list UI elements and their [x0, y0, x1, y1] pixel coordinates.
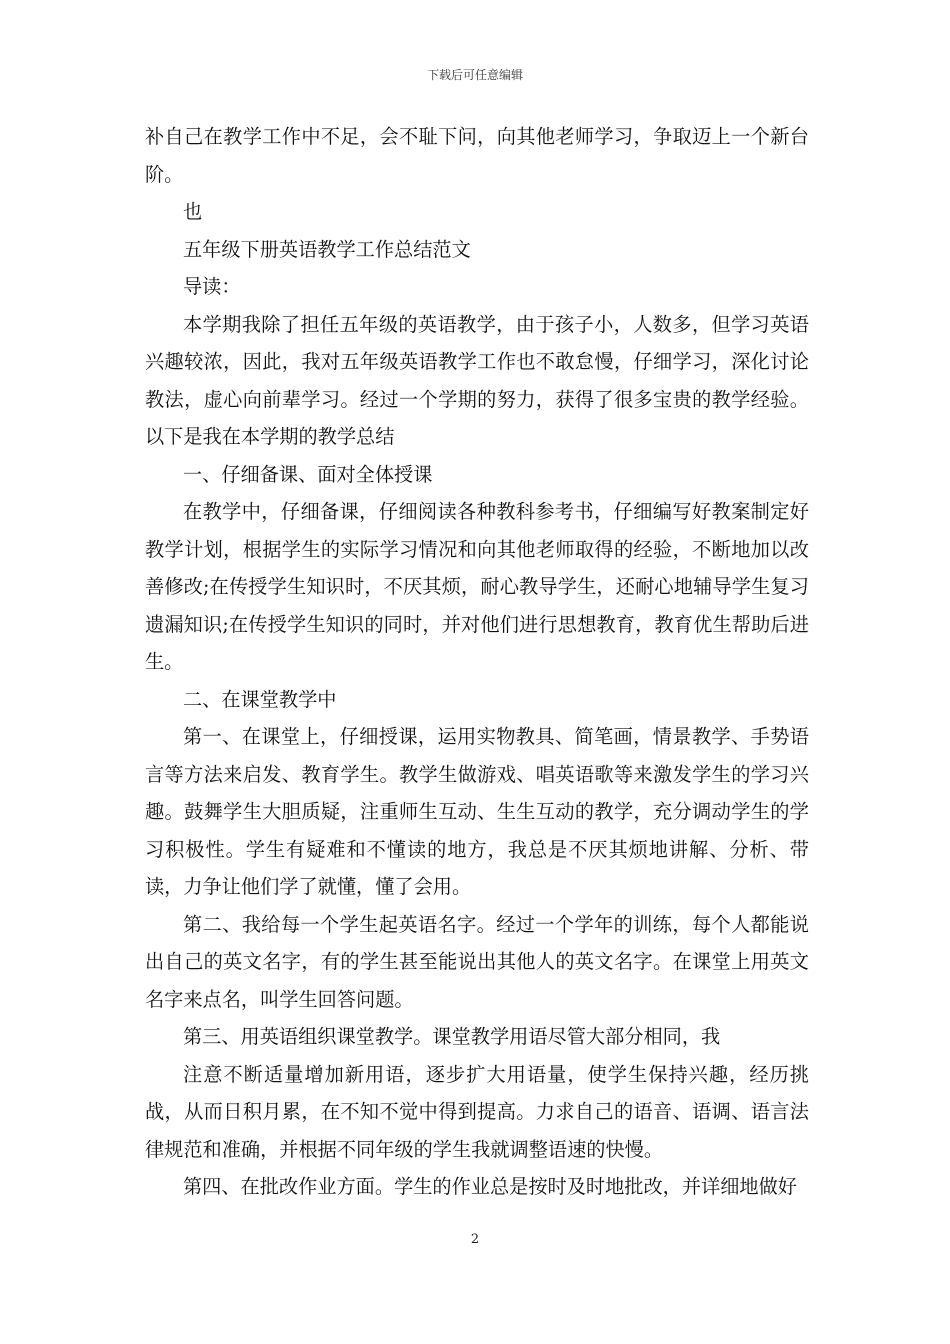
paragraph: 注意不断适量增加新用语，逐步扩大用语量，使学生保持兴趣，经历挑战，从而日积月累，在不知不觉中得到提高。力求自己的语音、语调、语言法律规范和准确，并根据不同年级的学生我就调整语速的快慢。	[145, 1062, 809, 1161]
section-heading: 一、仔细备课、面对全体授课	[183, 462, 433, 486]
document-body	[145, 118, 809, 1206]
paragraph: 在教学中，仔细备课，仔细阅读各种教科参考书，仔细编写好教案制定好教学计划，根据学生的实际学习情况和向其他老师取得的经验，不断地加以改善修改;在传授学生知识时，不厌其烦，耐心教导学生，还耐心地辅导学生复习遗漏知识;在传授学生知识的同时，并对他们进行思想教育，教育优生帮助后进生。	[145, 500, 809, 673]
paragraph: 第四、在批改作业方面。学生的作业总是按时及时地批改，并详细地做好	[183, 1175, 797, 1198]
paragraph: 第三、用英语组织课堂教学。课堂教学用语尽管大部分相同，我	[183, 1025, 721, 1048]
paragraph: 导读：	[183, 275, 241, 298]
paragraph: 第一、在课堂上，仔细授课，运用实物教具、简笔画，情景教学、手势语言等方法来启发、教育学生。教学生做游戏、唱英语歌等来激发学生的学习兴趣。鼓舞学生大胆质疑，注重师生互动、生生互动的教学，充分调动学生的学习积极性。学生有疑难和不懂读的地方，我总是不厌其烦地讲解、分析、带读，力争让他们学了就懂，懂了会用。	[145, 725, 809, 898]
paragraph: 也	[183, 200, 203, 223]
page-number: 2	[470, 1232, 480, 1247]
page-header: 下载后可任意编辑	[426, 68, 523, 82]
document-title: 五年级下册英语教学工作总结范文	[183, 237, 471, 261]
section-heading: 二、在课堂教学中	[183, 687, 337, 711]
paragraph: 第二、我给每一个学生起英语名字。经过一个学年的训练，每个人都能说出自己的英文名字，有的学生甚至能说出其他人的英文名字。在课堂上用英文名字来点名，叫学生回答问题。	[145, 912, 809, 1011]
paragraph: 补自己在教学工作中不足，会不耻下问，向其他老师学习，争取迈上一个新台阶。	[145, 125, 809, 186]
paragraph: 本学期我除了担任五年级的英语教学，由于孩子小，人数多，但学习英语兴趣较浓，因此，我对五年级英语教学工作也不敢怠慢，仔细学习，深化讨论教法，虚心向前辈学习。经过一个学期的努力，获得了很多宝贵的教学经验。以下是我在本学期的教学总结	[145, 312, 809, 448]
